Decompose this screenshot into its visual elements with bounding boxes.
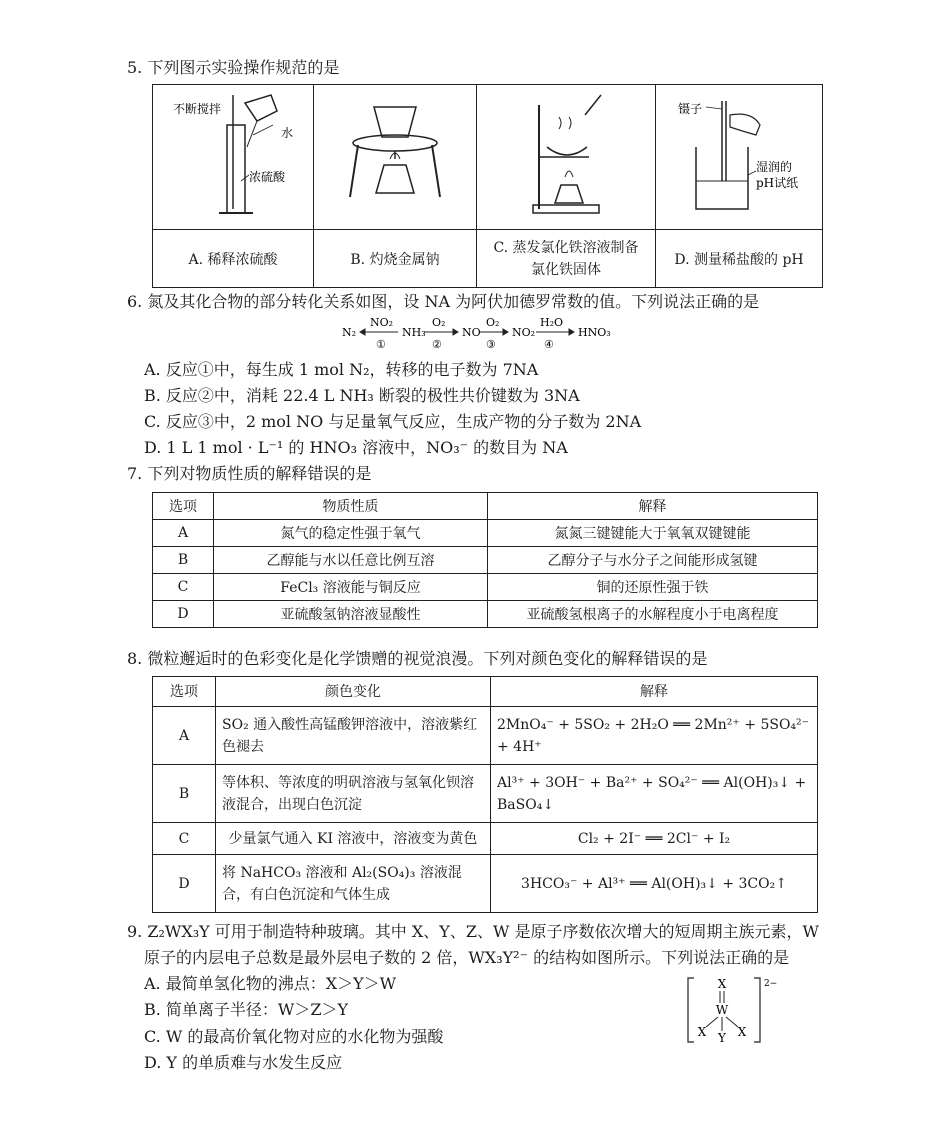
q6-option-b: B. 反应②中，消耗 22.4 L NH₃ 断裂的极性共价键数为 3NA [144, 386, 580, 405]
q8-row-b-explanation: Al³⁺ + 3OH⁻ + Ba²⁺ + SO₄²⁻ ══ Al(OH)₃↓ + BaSO₄↓ [491, 765, 818, 823]
water-label: 水 [281, 126, 294, 140]
q8-header-change: 颜色变化 [216, 677, 491, 707]
figure-c [477, 85, 656, 230]
q7-table [152, 492, 818, 628]
table-row [153, 765, 818, 823]
q8-table [152, 676, 818, 913]
scheme-no2: NO₂ [512, 326, 536, 339]
q7-row-c-label: C [153, 574, 214, 601]
q8-row-b-label: B [153, 765, 216, 823]
structure-w-center: W [715, 1003, 729, 1017]
q8-row-d-change: 将 NaHCO₃ 溶液和 Al₂(SO₄)₃ 溶液混合，有白色沉淀和气体生成 [216, 855, 491, 913]
q5-figure-table [152, 84, 823, 288]
q6-stem: 6. 氮及其化合物的部分转化关系如图，设 NA 为阿伏加德罗常数的值。下列说法正确的是 [127, 292, 760, 311]
stir-label: 不断搅拌 [173, 102, 222, 116]
q8-row-b-change: 等体积、等浓度的明矾溶液与氢氧化钡溶液混合，出现白色沉淀 [216, 765, 491, 823]
q9-option-d: D. Y 的单质难与水发生反应 [144, 1053, 343, 1072]
q8-row-a-change: SO₂ 通入酸性高锰酸钾溶液中，溶液紫红色褪去 [216, 707, 491, 765]
scheme-r2-top: O₂ [432, 316, 446, 329]
wet-label: 湿润的 [756, 160, 793, 174]
q8-row-a-explanation: 2MnO₄⁻ + 5SO₂ + 2H₂O ══ 2Mn²⁺ + 5SO₄²⁻ + 4H⁺ [491, 707, 818, 765]
table-row [153, 547, 818, 574]
q9-option-b: B. 简单离子半径：W＞Z＞Y [144, 1000, 349, 1019]
structure-x-left: X [697, 1025, 707, 1039]
structure-y-bottom: Y [718, 1031, 726, 1045]
scheme-nh3: NH₃ [402, 326, 426, 339]
scheme-n2: N₂ [342, 326, 357, 339]
table-row [153, 574, 818, 601]
q7-row-b-explanation: 乙醇分子与水分子之间能形成氢键 [488, 547, 818, 574]
figure-a [153, 85, 314, 230]
q5-option-a: A. 稀释浓硫酸 [153, 230, 314, 288]
table-header-row [153, 677, 818, 707]
q8-row-c-explanation: Cl₂ + 2I⁻ ══ 2Cl⁻ + I₂ [491, 823, 818, 855]
q7-header-explanation: 解释 [488, 493, 818, 520]
q7-row-a-label: A [153, 520, 214, 547]
scheme-r3-num: ③ [486, 338, 496, 351]
q5-option-d: D. 测量稀盐酸的 pH [656, 230, 823, 288]
q7-row-c-explanation: 铜的还原性强于铁 [488, 574, 818, 601]
q8-row-c-label: C [153, 823, 216, 855]
q8-row-a-label: A [153, 707, 216, 765]
q7-row-b-property: 乙醇能与水以任意比例互溶 [214, 547, 488, 574]
scheme-r2-num: ② [432, 338, 442, 351]
scheme-r1-num: ① [376, 338, 386, 351]
q7-row-c-property: FeCl₃ 溶液能与铜反应 [214, 574, 488, 601]
table-row [153, 823, 818, 855]
structure-charge: 2− [764, 979, 778, 989]
q8-header-option: 选项 [153, 677, 216, 707]
q7-header-property: 物质性质 [214, 493, 488, 520]
q6-reaction-scheme [340, 316, 630, 352]
table-header-row [153, 493, 818, 520]
q8-header-explanation: 解释 [491, 677, 818, 707]
q5-option-c-line2: 氯化铁固体 [531, 261, 601, 278]
evaporation-apparatus-icon [477, 85, 655, 225]
scheme-hno3: HNO₃ [578, 326, 611, 339]
q9-structure-diagram [684, 974, 788, 1046]
q8-row-d-explanation: 3HCO₃⁻ + Al³⁺ ══ Al(OH)₃↓ + 3CO₂↑ [491, 855, 818, 913]
scheme-r1-top: NO₂ [370, 316, 394, 329]
acid-label: 浓硫酸 [249, 170, 286, 184]
scheme-r3-top: O₂ [486, 316, 500, 329]
ph-paper-label: pH试纸 [756, 176, 799, 190]
q5-option-b: B. 灼烧金属钠 [314, 230, 477, 288]
q9-option-a: A. 最简单氢化物的沸点：X＞Y＞W [144, 974, 397, 993]
q7-row-a-explanation: 氮氮三键键能大于氧氧双键键能 [488, 520, 818, 547]
q5-stem: 5. 下列图示实验操作规范的是 [127, 58, 340, 77]
scheme-no: NO [462, 326, 481, 339]
q6-option-c: C. 反应③中，2 mol NO 与足量氧气反应，生成产物的分子数为 2NA [144, 412, 642, 431]
q9-option-c: C. W 的最高价氧化物对应的水化物为强酸 [144, 1027, 444, 1046]
table-row [153, 601, 818, 628]
q8-row-c-change: 少量氯气通入 KI 溶液中，溶液变为黄色 [216, 823, 491, 855]
q7-header-option: 选项 [153, 493, 214, 520]
dilution-apparatus-icon [153, 85, 313, 225]
q7-row-d-property: 亚硫酸氢钠溶液显酸性 [214, 601, 488, 628]
q6-option-a: A. 反应①中，每生成 1 mol N₂，转移的电子数为 7NA [144, 360, 539, 379]
q7-row-d-label: D [153, 601, 214, 628]
figure-b [314, 85, 477, 230]
structure-x-top: X [717, 977, 727, 991]
q7-stem: 7. 下列对物质性质的解释错误的是 [127, 464, 372, 483]
scheme-r4-top: H₂O [540, 316, 564, 329]
tweezers-label: 镊子 [678, 102, 703, 116]
table-row [153, 520, 818, 547]
q7-row-a-property: 氮气的稳定性强于氧气 [214, 520, 488, 547]
q9-stem-line1: 9. Z₂WX₃Y 可用于制造特种玻璃。其中 X、Y、Z、W 是原子序数依次增大的短周期主族元素，W [127, 922, 819, 941]
q6-option-d: D. 1 L 1 mol · L⁻¹ 的 HNO₃ 溶液中，NO₃⁻ 的数目为 NA [144, 438, 568, 457]
q5-option-c [477, 230, 656, 288]
scheme-r4-num: ④ [544, 338, 554, 351]
table-row [153, 855, 818, 913]
structure-x-right: X [737, 1025, 747, 1039]
table-row [153, 707, 818, 765]
ph-measurement-icon [656, 85, 822, 225]
q8-row-d-label: D [153, 855, 216, 913]
q9-stem-line2: 原子的内层电子总数是最外层电子数的 2 倍，WX₃Y²⁻ 的结构如图所示。下列说法正确的是 [144, 948, 790, 967]
figure-d [656, 85, 823, 230]
q8-stem: 8. 微粒邂逅时的色彩变化是化学馈赠的视觉浪漫。下列对颜色变化的解释错误的是 [127, 649, 708, 668]
q7-row-b-label: B [153, 547, 214, 574]
q5-option-c-line1: C. 蒸发氯化铁溶液制备 [493, 239, 639, 256]
crucible-burning-icon [314, 85, 476, 225]
q7-row-d-explanation: 亚硫酸氢根离子的水解程度小于电离程度 [488, 601, 818, 628]
